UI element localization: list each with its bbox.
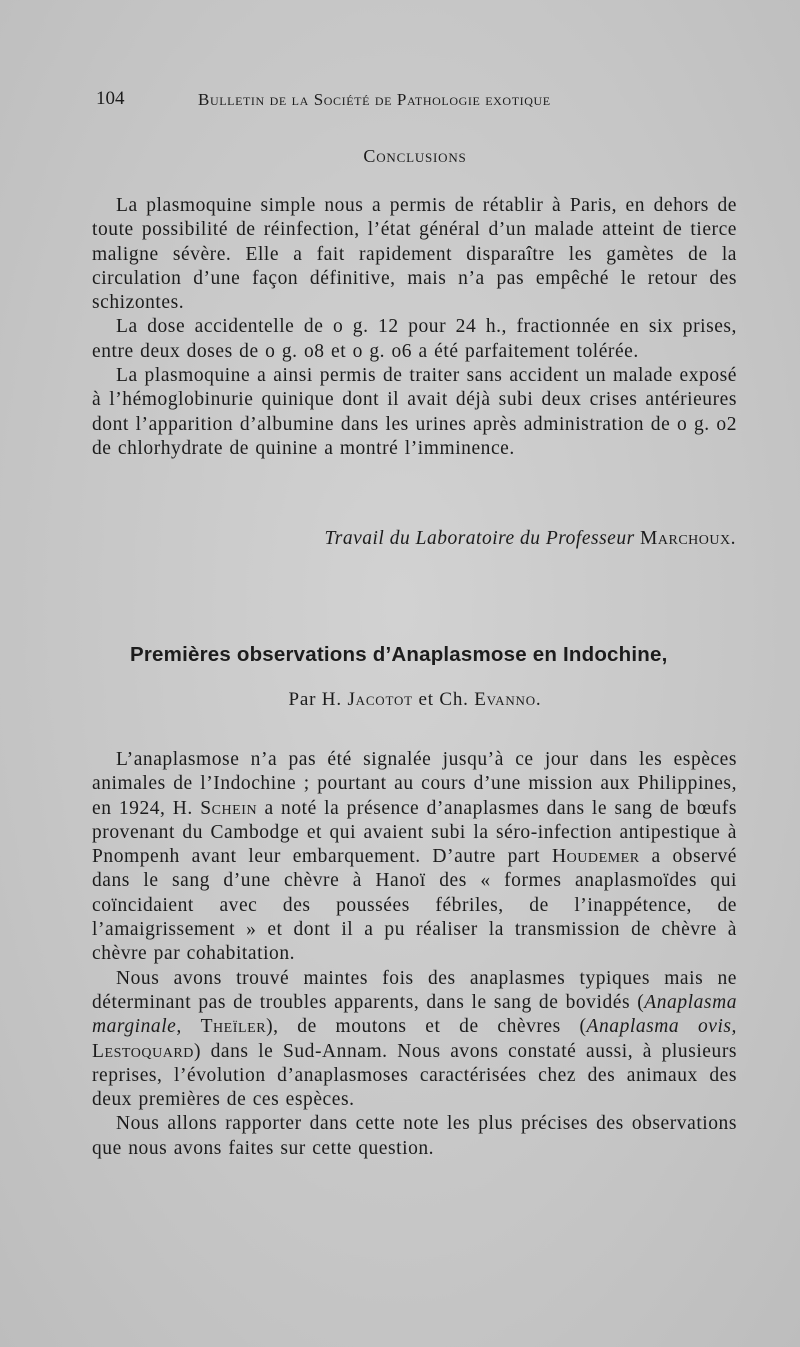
conclusions-paragraph-1: La plasmoquine simple nous a permis de rétablir à Paris, en dehors de toute possibilité de réinfection, l’état général d’un malade atteint de tierce maligne sévère. Elle a fait rapidement disparaître les gamètes de la circulation d’une façon définitive, mais n’a pas empêché le retour des schizontes. bbox=[92, 195, 737, 314]
species-anaplasma-ovis: Anaplasma ovis, bbox=[586, 1016, 737, 1038]
author-ref-schein: Schein bbox=[200, 797, 258, 819]
article-body bbox=[92, 748, 737, 1161]
conclusions-paragraph-3: La plasmoquine a ainsi permis de traiter sans accident un malade exposé à l’hémoglobinurie quinique dont il avait déjà subi deux crises antérieures dont l’apparition d’albumine dans les urines après administration de o g. o2 de chlorhydrate de quinine a montré l’imminence. bbox=[92, 365, 737, 459]
author-jacotot: Jacotot bbox=[347, 689, 413, 710]
p1-text-b: a noté la présence d’anaplasmes dans le sang de bœufs provenant du Cambodge et qui avaient subi la séro-infection antipestique à Pnompenh avant leur embarquement. D’autre part bbox=[92, 797, 737, 868]
byline-prefix: Par H. bbox=[288, 689, 342, 710]
p2-text-c: ) dans le Sud-Annam. Nous avons constaté aussi, à plusieurs reprises, l’évolution d’anaplasmoses caractérisées chez des animaux des deux premières de ces espèces. bbox=[92, 1040, 737, 1111]
conclusions-heading: Conclusions bbox=[363, 146, 467, 166]
p1-text-a: L’anaplasmose n’a pas été signalée jusqu’à ce jour dans les espèces animales de l’Indochine ; pourtant au cours d’une mission aux Philippines, en 1924, H. bbox=[92, 749, 737, 819]
article-title: Premières observations d’Anaplasmose en Indochine, bbox=[130, 643, 668, 666]
p1-text-c: a observé dans le sang d’une chèvre à Hanoï des « formes anaplasmoïdes qui coïncidaient avec des poussées fébriles, de l’inappétence, de l’amaigrissement » et dont il a pu réaliser la transmission de chèvre à chèvre par cohabitation. bbox=[92, 846, 737, 965]
signature-name: Marchoux. bbox=[640, 528, 736, 549]
conclusions-body bbox=[92, 194, 737, 461]
p2-text-a: Nous avons trouvé maintes fois des anaplasmes typiques mais ne déterminant pas de troubles apparents, dans le sang de bovidés ( bbox=[92, 967, 737, 1013]
article-paragraph-3: Nous allons rapporter dans cette note les plus précises des observations que nous avons faites sur cette question. bbox=[92, 1113, 737, 1159]
author-ref-houdemer: Houdemer bbox=[551, 846, 640, 868]
byline-mid: et Ch. bbox=[418, 689, 469, 710]
species-anaplasma-marginale: Anaplasma marginale, bbox=[92, 991, 737, 1038]
conclusions-paragraph-2: La dose accidentelle de o g. 12 pour 24 h., fractionnée en six prises, entre deux doses de o g. o8 et o g. o6 a été parfaitement tolérée. bbox=[92, 316, 737, 362]
journal-title: Bulletin de la Société de Pathologie exotique bbox=[198, 90, 551, 109]
article-paragraph-1 bbox=[92, 748, 737, 967]
article-byline bbox=[0, 689, 800, 711]
author-ref-theiler: Theïler bbox=[200, 1016, 267, 1038]
laboratory-signature bbox=[325, 528, 737, 550]
signature-text: Travail du Laboratoire du Professeur bbox=[324, 528, 635, 549]
article-paragraph-2 bbox=[92, 967, 737, 1113]
page-number: 104 bbox=[96, 88, 125, 109]
author-evanno: Evanno. bbox=[474, 689, 542, 710]
p2-text-b: ), de moutons et de chèvres ( bbox=[266, 1016, 587, 1038]
author-ref-lestoquard: Lestoquard bbox=[92, 1040, 194, 1062]
